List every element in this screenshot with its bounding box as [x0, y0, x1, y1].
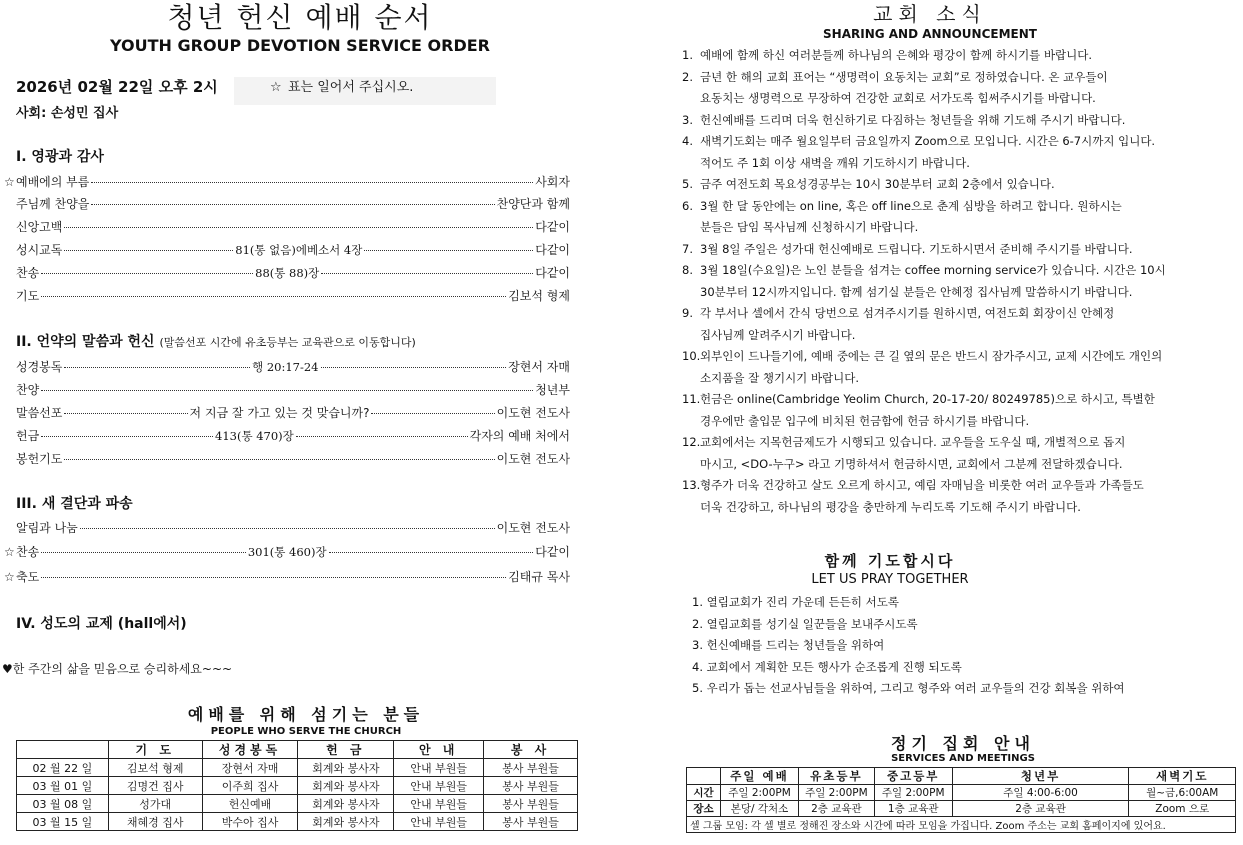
list-item: 10. 외부인이 드나들기에, 예배 중에는 큰 길 옆의 문은 반드시 잠가주시고, 교제 시간에도 개인의 [682, 349, 1163, 363]
prayer-title: 함께 기도합시다 [824, 552, 956, 570]
list-item: 3. 헌신예배를 드리며 더욱 헌신하기로 다짐하는 청년들을 위해 기도해 주시기 바랍니다. [682, 112, 1126, 127]
list-item: 1. 열림교회가 진리 가운데 든든히 서도록 [692, 595, 899, 609]
list-item: 11. 헌금은 online(Cambridge Yeolim Church, 20-17-20/ 80249785)으로 하시고, 특별한 [682, 392, 1155, 406]
section-heading-3: III. 새 결단과 파송 [16, 496, 133, 512]
order-item: 찬양 청년부 [16, 383, 570, 397]
serve-table [16, 740, 578, 831]
order-item: 봉헌기도 이도현 전도사 [16, 452, 570, 466]
list-item: 6. 3월 한 달 동안에는 on line, 혹은 off line으로 춘계 심방을 하려고 합니다. 원하시는 [682, 198, 1122, 213]
order-item: 성시교독 81(통 없음)에베소서 4장 다같이 [16, 243, 571, 257]
list-item: 4. 새벽기도회는 매주 월요일부터 금요일까지 Zoom으로 모입니다. 시간은 6-7시까지 입니다. [682, 134, 1156, 148]
order-item: 기도 김보석 형제 [16, 289, 570, 303]
list-item: 1. 예배에 함께 하신 여러분들께 하나님의 은혜와 평강이 함께 하시기를 바랍니다. [682, 48, 1093, 62]
section-heading-1: I. 영광과 감사 [16, 149, 104, 165]
order-item: 성경봉독 행 20:17-24 장현서 자매 [16, 360, 570, 374]
star-icon: ☆ [270, 80, 282, 95]
star-icon: ☆ [4, 570, 15, 584]
table-header-row: 기 도 성경봉독 헌 금 안 내 봉 사 [17, 741, 578, 759]
prayer-subtitle: LET US PRAY TOGETHER [811, 572, 969, 587]
list-item: 13. 형주가 더욱 건강하고 살도 오르게 하시고, 예림 자매님을 비롯한 여러 교우들과 가족들도 [682, 478, 1144, 492]
table-row: 셀 그룹 모임: 각 셀 별로 정해진 장소와 시간에 따라 모임을 가집니다. Zoom 주소는 교회 홈페이지에 있어요. [687, 817, 1236, 833]
order-item: 찬송 88(통 88)장 다같이 [16, 266, 570, 280]
order-item: 말씀선포 저 지금 잘 가고 있는 것 맞습니까? 이도현 전도사 [16, 406, 571, 420]
star-icon: ☆ [4, 545, 15, 559]
stand-note [234, 77, 496, 105]
serve-subtitle: PEOPLE WHO SERVE THE CHURCH [210, 726, 402, 737]
table-row: 시간 주일 2:00PM 주일 2:00PM 주일 2:00PM 주일 4:00-6:00 월~금,6:00AM [687, 785, 1236, 801]
list-item: 5. 우리가 돕는 선교사님들을 위하여, 그리고 형주와 여러 교우들의 건강 회복을 위하여 [692, 681, 1125, 695]
section-heading-2: II. 언약의 말씀과 헌신 (말씀선포 시간에 유초등부는 교육관으로 이동합니다) [16, 334, 416, 350]
order-item: 헌금 413(통 470)장 각자의 예배 처에서 [16, 429, 570, 443]
table-row: 03 월 15 일 채혜경 집사 박수아 집사 회계와 봉사자 안내 부원들 봉사 부원들 [17, 813, 578, 831]
order-item: 신앙고백 다같이 [16, 220, 570, 234]
announcement-subtitle: SHARING AND ANNOUNCEMENT [823, 27, 1037, 41]
table-header-row: 주일 예배 유초등부 중고등부 청년부 새벽기도 [687, 768, 1236, 785]
order-item: 주님께 찬양을 찬양단과 함께 [16, 197, 570, 211]
order-item: ☆ 예배에의 부름 사회자 [4, 175, 570, 189]
service-date: 2026년 02월 22일 오후 2시 [16, 78, 218, 96]
closing-message: ♥한 주간의 삶을 믿음으로 승리하세요~~~ [2, 662, 233, 676]
list-item: 2. 금년 한 해의 교회 표어는 “생명력이 요동치는 교회”로 정하였습니다. 온 교우들이 [682, 69, 1108, 84]
table-row: 02 월 22 일 김보석 형제 장현서 자매 회계와 봉사자 안내 부원들 봉사 부원들 [17, 759, 578, 777]
list-item: 2. 열림교회를 성기실 일꾼들을 보내주시도록 [692, 616, 918, 631]
meetings-subtitle: SERVICES AND MEETINGS [891, 753, 1035, 764]
list-item: 3. 헌신예배를 드리는 청년들을 위하여 [692, 638, 885, 652]
meetings-table [686, 767, 1236, 833]
prayer-list [692, 592, 1125, 700]
table-row: 03 월 08 일 성가대 헌신예배 회계와 봉사자 안내 부원들 봉사 부원들 [17, 795, 578, 813]
section-heading-4: IV. 성도의 교제 (hall에서) [16, 616, 187, 632]
announcement-title: 교회 소식 [873, 2, 987, 26]
list-item: 9. 각 부서나 셀에서 간식 당번으로 섬겨주시기를 원하시면, 여전도회 회장이신 안혜정 [682, 306, 1115, 320]
star-icon: ☆ [4, 175, 15, 189]
section-2-note: (말씀선포 시간에 유초등부는 교육관으로 이동합니다) [159, 336, 416, 349]
serve-title: 예배를 위해 섬기는 분들 [187, 705, 425, 724]
list-item: 12. 교회에서는 지목헌금제도가 시행되고 있습니다. 교우들을 도우실 때, 개별적으로 돕지 [682, 435, 1126, 449]
stand-note-text: 표는 일어서 주십시오. [288, 80, 414, 95]
list-item: 5. 금주 여전도회 목요성경공부는 10시 30분부터 교회 2층에서 있습니다. [682, 177, 1055, 191]
table-row: 03 월 01 일 김명건 집사 이주희 집사 회계와 봉사자 안내 부원들 봉사 부원들 [17, 777, 578, 795]
meetings-title: 정기 집회 안내 [891, 734, 1035, 753]
order-item: ☆ 축도 김태규 목사 [4, 570, 570, 584]
leader: 사회: 손성민 집사 [16, 106, 119, 121]
list-item: 7. 3월 8일 주일은 성가대 헌신예배로 드립니다. 기도하시면서 준비해 주시기를 바랍니다. [682, 241, 1133, 256]
page-title: 청년 헌신 예배 순서 [167, 1, 433, 34]
order-item: ☆ 찬송 301(통 460)장 다같이 [4, 545, 570, 559]
list-item: 8. 3월 18일(수요일)은 노인 분들을 섬겨는 coffee morning service가 있습니다. 시간은 10시 [682, 263, 1166, 277]
announcement-list: 1. 예배에 함께 하신 여러분들께 하나님의 은혜와 평강이 함께 하시기를 바랍니다. 2. 금년 한 해의 교회 표어는 “생명력이 요동치는 교회”로 정하였습니다. 온 교우들이 요동치는 생명력으로 무장하여 건강한 교회로 서가도록 힘써주시기를 바랍니다. 3. 헌신예배를 드리며 더욱 헌신하기로 다짐하는 청년들을 위해 기도해 주시기 바랍니다. 4. 새벽기도회는 매주 월요일부터 금요일까지 Zoom으로 모입니다. 시간은 6-7시까지 입니다. 적어도 주 1회 이상 새벽을 깨워 기도하시기 바랍니다. 5. 금주 여전도회 목요성경공부는 10시 30분부터 교회 2층에서 있습니다. 6. 3월 한 달 동안에는 on line, 혹은 off line으로 춘계 심방을 하려고 합니다. 원하시는 분들은 담임 목사님께 신청하시기 바랍니다. 7. 3월 8일 주일은 성가대 헌신예배로 드립니다. 기도하시면서 준비해 주시기를 바랍니다. 8. 3월 18일(수요일)은 노인 분들을 섬겨는 coffee morning service가 있습니다. 시간은 10시 30분부터 12시까지입니다. 함께 섬기실 분들은 안혜정 집사님께 말씀하시기 바랍니다. 9. 각 부서나 셀에서 간식 당번으로 섬겨주시기를 원하시면, 여전도회 회장이신 안혜정 집사님께 알려주시기 바랍니다. 10. 외부인이 드나들기에, 예배 중에는 큰 길 옆의 문은 반드시 잠가주시고, 교제 시간에도 개인의 소지품을 잘 챙기시기 바랍니다. 11. 헌금은 online(Cambridge Yeolim Church, 20-17-20/ 80249785)으로 하시고, 특별한 경우에만 출입문 입구에 비치된 헌금함에 헌금 하시기를 바랍니다. 12. 교회에서는 지목헌금제도가 시행되고 있습니다. 교우들을 도우실 때, 개별적으로 돕지 마시고, <DO-누구> 라고 기명하셔서 헌금하시면, 교회에서 그분께 전달하겠습니다. 13. 형주가 더욱 건강하고 살도 오르게 하시고, 예림 자매님을 비롯한 여러 교우들과 가족들도 더욱 건강하고, 하나님의 평강을 충만하게 누리도록 기도해 주시기 바랍니다. [682, 45, 1238, 518]
order-item: 알림과 나눔 이도현 전도사 [16, 521, 570, 535]
list-item: 4. 교회에서 계획한 모든 행사가 순조롭게 진행 되도록 [692, 659, 962, 674]
page-subtitle: YOUTH GROUP DEVOTION SERVICE ORDER [110, 36, 490, 55]
table-row: 장소 본당/ 각처소 2층 교육관 1층 교육관 2층 교육관 Zoom 으로 [687, 801, 1236, 817]
